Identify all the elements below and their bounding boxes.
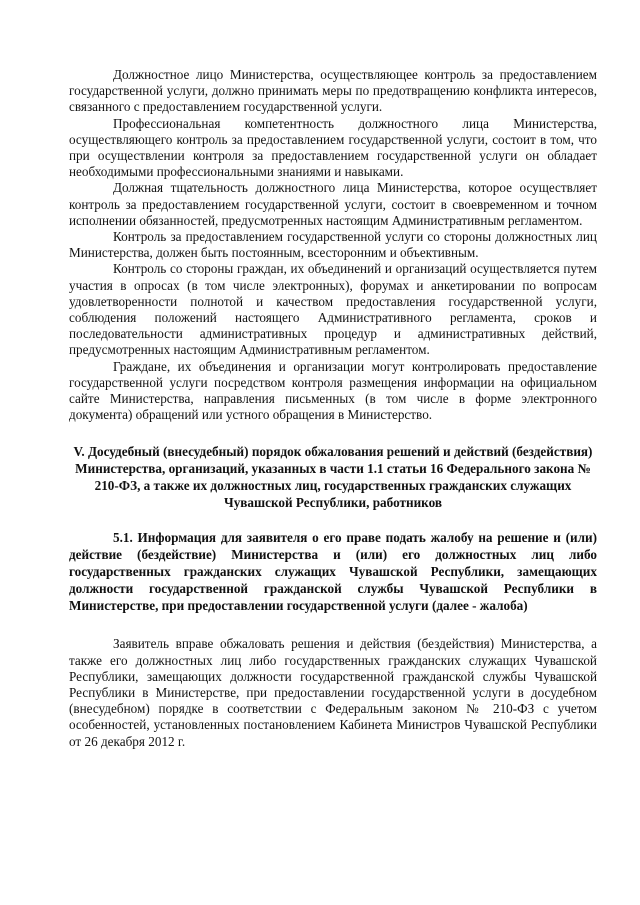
paragraph-control-requirements: Контроль за предоставлением государственной услуги со стороны должностных лиц Министерства, должен быть постоянным, всесторонним и объективным. — [69, 229, 597, 261]
subsection-heading: 5.1. Информация для заявителя о его праве подать жалобу на решение и (или) действие (бездействие) Министерства и (или) его должностных лиц либо государственных гражданских служащих Чувашской Республики, замещающих должности государственной гражданской службы Чувашской Республики в Министерстве, при предоставлении государственной услуги (далее - жалоба) — [69, 530, 597, 614]
paragraph-professional-competence: Профессиональная компетентность должностного лица Министерства, осуществляющего контроль за предоставлением государственной услуги, состоит в том, что при осуществлении контроля за предоставлением государственной услуги он обладает необходимыми профессиональными знаниями и навыками. — [69, 115, 597, 180]
document-page — [69, 67, 597, 750]
paragraph-right-to-appeal: Заявитель вправе обжаловать решения и действия (бездействия) Министерства, а также его должностных лиц либо государственных гражданских служащих Чувашской Республики, замещающих должности государственной гражданской службы Чувашской Республики в Министерстве, при предоставлении государственной услуги в досудебном (внесудебном) порядке в соответствии с Федеральным законом № 210-ФЗ с учетом особенностей, установленных постановлением Кабинета Министров Чувашской Республики от 26 декабря 2012 г. — [69, 636, 597, 749]
paragraph-information-control: Граждане, их объединения и организации могут контролировать предоставление государственной услуги посредством контроля размещения информации на официальном сайте Министерства, направления письменных (в том числе в форме электронного документа) обращений или устного обращения в Министерство. — [69, 358, 597, 423]
paragraph-citizen-control: Контроль со стороны граждан, их объединений и организаций осуществляется путем участия в опросах (в том числе электронных), форумах и анкетировании по вопросам удовлетворенности полнотой и качеством предоставления государственной услуги, соблюдения положений настоящего Административного регламента, сроков и последовательности административных процедур и административных действий, предусмотренных настоящим Административным регламентом. — [69, 261, 597, 358]
section-heading: V. Досудебный (внесудебный) порядок обжалования решений и действий (бездействия) Министерства, организаций, указанных в части 1.1 статьи 16 Федерального закона № 210-ФЗ, а также их должностных лиц, государственных гражданских служащих Чувашской Республики, работников — [73, 444, 593, 511]
paragraph-conflict-of-interest: Должностное лицо Министерства, осуществляющее контроль за предоставлением государственной услуги, должно принимать меры по предотвращению конфликта интересов, связанного с предоставлением государственной услуги. — [69, 67, 597, 115]
paragraph-due-diligence: Должная тщательность должностного лица Министерства, которое осуществляет контроль за предоставлением государственной услуги, состоит в своевременном и точном исполнении обязанностей, предусмотренных настоящим Административным регламентом. — [69, 180, 597, 228]
